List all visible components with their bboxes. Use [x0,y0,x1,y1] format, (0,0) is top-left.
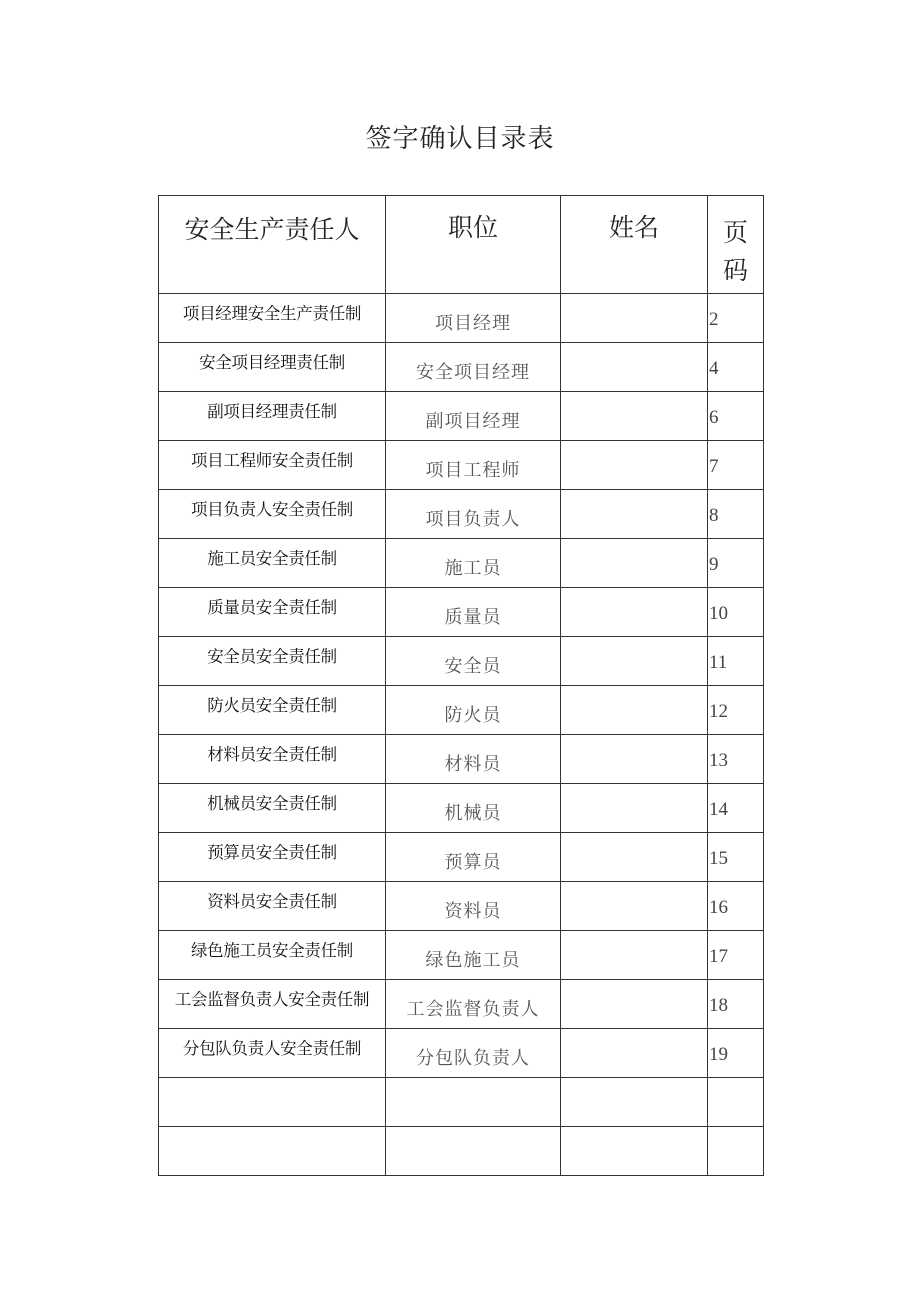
name-cell[interactable] [561,784,708,833]
page-number-cell [708,784,764,833]
position-cell [386,980,561,1029]
responsibility-text: 项目工程师安全责任制 [190,451,353,470]
name-cell[interactable] [561,1127,708,1176]
name-cell[interactable] [561,980,708,1029]
responsibility-cell [159,931,386,980]
responsibility-text: 项目负责人安全责任制 [190,500,353,519]
position-text [386,1078,560,1093]
position-cell [386,686,561,735]
position-cell [386,343,561,392]
page-number-cell [708,294,764,343]
position-text: 施工员 [444,558,502,579]
header-name: 姓名 [608,213,659,242]
responsibility-cell [159,1078,386,1127]
name-cell[interactable] [561,1078,708,1127]
responsibility-text: 安全项目经理责任制 [199,353,345,372]
page-number-cell [708,441,764,490]
page-number-text: 4 [709,358,719,379]
position-text: 机械员 [444,803,502,824]
responsibility-cell [159,735,386,784]
header-cell-responsibility [159,196,386,294]
responsibility-cell [159,686,386,735]
page-number-cell [708,343,764,392]
position-text: 质量员 [444,607,502,628]
table-row [159,833,764,882]
table-row [159,539,764,588]
name-cell[interactable] [561,1029,708,1078]
responsibility-text: 施工员安全责任制 [207,549,337,568]
position-cell [386,1078,561,1127]
header-page-line2: 码 [722,256,748,285]
name-cell[interactable] [561,490,708,539]
name-cell[interactable] [561,343,708,392]
name-cell[interactable] [561,539,708,588]
position-text: 材料员 [444,754,502,775]
table-row [159,882,764,931]
table-row [159,1029,764,1078]
position-cell [386,1029,561,1078]
position-text: 安全项目经理 [416,362,530,383]
table-row [159,1078,764,1127]
page-number-text: 19 [709,1044,728,1065]
page-number-text: 11 [709,652,728,673]
position-cell [386,784,561,833]
page-number-text: 16 [709,897,728,918]
position-text: 项目负责人 [425,509,521,530]
page-number-text [708,1127,763,1142]
page-title: 签字确认目录表 [365,124,555,154]
table-row [159,441,764,490]
responsibility-cell [159,980,386,1029]
page-number-text: 6 [709,407,719,428]
responsibility-cell [159,392,386,441]
page-number-cell [708,392,764,441]
table-row [159,784,764,833]
responsibility-text: 质量员安全责任制 [207,598,337,617]
responsibility-text [159,1078,385,1084]
position-cell [386,1127,561,1176]
page-number-cell [708,980,764,1029]
table-row [159,735,764,784]
position-text: 绿色施工员 [425,950,521,971]
responsibility-cell [159,833,386,882]
responsibility-text: 绿色施工员安全责任制 [190,941,353,960]
position-text: 工会监督负责人 [406,999,540,1020]
responsibility-cell [159,1029,386,1078]
position-cell [386,931,561,980]
table-row [159,980,764,1029]
page-number-cell [708,686,764,735]
name-cell[interactable] [561,392,708,441]
table-row [159,637,764,686]
page-number-text: 14 [709,799,728,820]
table-row [159,392,764,441]
table-row [159,686,764,735]
table-row [159,490,764,539]
page-number-cell [708,1078,764,1127]
position-cell [386,392,561,441]
responsibility-text: 安全员安全责任制 [207,647,337,666]
page-number-text: 12 [709,701,728,722]
page-number-text: 13 [709,750,728,771]
responsibility-cell [159,294,386,343]
page-number-cell [708,1127,764,1176]
page-number-cell [708,588,764,637]
signature-table [158,195,764,1176]
responsibility-text: 工会监督负责人安全责任制 [174,990,370,1009]
position-cell [386,637,561,686]
position-cell [386,833,561,882]
page-number-cell [708,637,764,686]
page-number-cell [708,1029,764,1078]
position-cell [386,882,561,931]
page-number-text: 15 [709,848,728,869]
page-number-text: 7 [709,456,719,477]
table-row [159,343,764,392]
header-cell-page [708,196,764,294]
position-cell [386,294,561,343]
page-number-text: 8 [709,505,719,526]
position-text: 项目工程师 [425,460,521,481]
name-cell[interactable] [561,735,708,784]
position-cell [386,588,561,637]
name-cell[interactable] [561,686,708,735]
page-number-cell [708,931,764,980]
table-row [159,294,764,343]
position-text [386,1127,560,1142]
name-cell[interactable] [561,441,708,490]
responsibility-text: 分包队负责人安全责任制 [182,1039,362,1058]
header-page [708,196,763,290]
responsibility-text: 副项目经理责任制 [207,402,337,421]
page-number-text: 9 [709,554,719,575]
page-number-text: 18 [709,995,728,1016]
responsibility-text: 项目经理安全生产责任制 [182,304,362,323]
responsibility-cell [159,343,386,392]
header-cell-position [386,196,561,294]
responsibility-cell [159,441,386,490]
responsibility-cell [159,539,386,588]
position-text: 副项目经理 [425,411,521,432]
name-cell[interactable] [561,588,708,637]
position-cell [386,735,561,784]
header-responsibility: 安全生产责任人 [184,215,360,244]
page-number-cell [708,833,764,882]
responsibility-cell [159,637,386,686]
page-number-cell [708,490,764,539]
responsibility-text: 防火员安全责任制 [207,696,337,715]
table-row [159,588,764,637]
page-number-text: 17 [709,946,728,967]
position-text: 项目经理 [435,313,511,334]
table-row [159,931,764,980]
position-text: 预算员 [444,852,502,873]
name-cell[interactable] [561,882,708,931]
responsibility-cell [159,588,386,637]
position-cell [386,490,561,539]
name-cell[interactable] [561,931,708,980]
position-text: 防火员 [444,705,502,726]
position-text: 资料员 [444,901,502,922]
responsibility-cell [159,490,386,539]
table-row [159,1127,764,1176]
name-cell[interactable] [561,294,708,343]
page-number-text [708,1078,763,1093]
page-number-cell [708,735,764,784]
responsibility-text: 机械员安全责任制 [207,794,337,813]
name-cell[interactable] [561,833,708,882]
position-text: 安全员 [444,656,502,677]
position-text: 分包队负责人 [416,1048,530,1069]
page-number-cell [708,882,764,931]
responsibility-text: 预算员安全责任制 [207,843,337,862]
position-cell [386,539,561,588]
responsibility-cell [159,882,386,931]
position-cell [386,441,561,490]
responsibility-text [159,1127,385,1133]
header-cell-name [561,196,708,294]
responsibility-text: 材料员安全责任制 [207,745,337,764]
responsibility-text: 资料员安全责任制 [207,892,337,911]
name-cell[interactable] [561,637,708,686]
responsibility-cell [159,784,386,833]
page-number-text: 2 [709,309,719,330]
table-header-row [159,196,764,294]
page-number-cell [708,539,764,588]
page-number-text: 10 [709,603,728,624]
header-page-line1: 页 [722,218,748,247]
responsibility-cell [159,1127,386,1176]
header-position: 职位 [447,213,498,242]
